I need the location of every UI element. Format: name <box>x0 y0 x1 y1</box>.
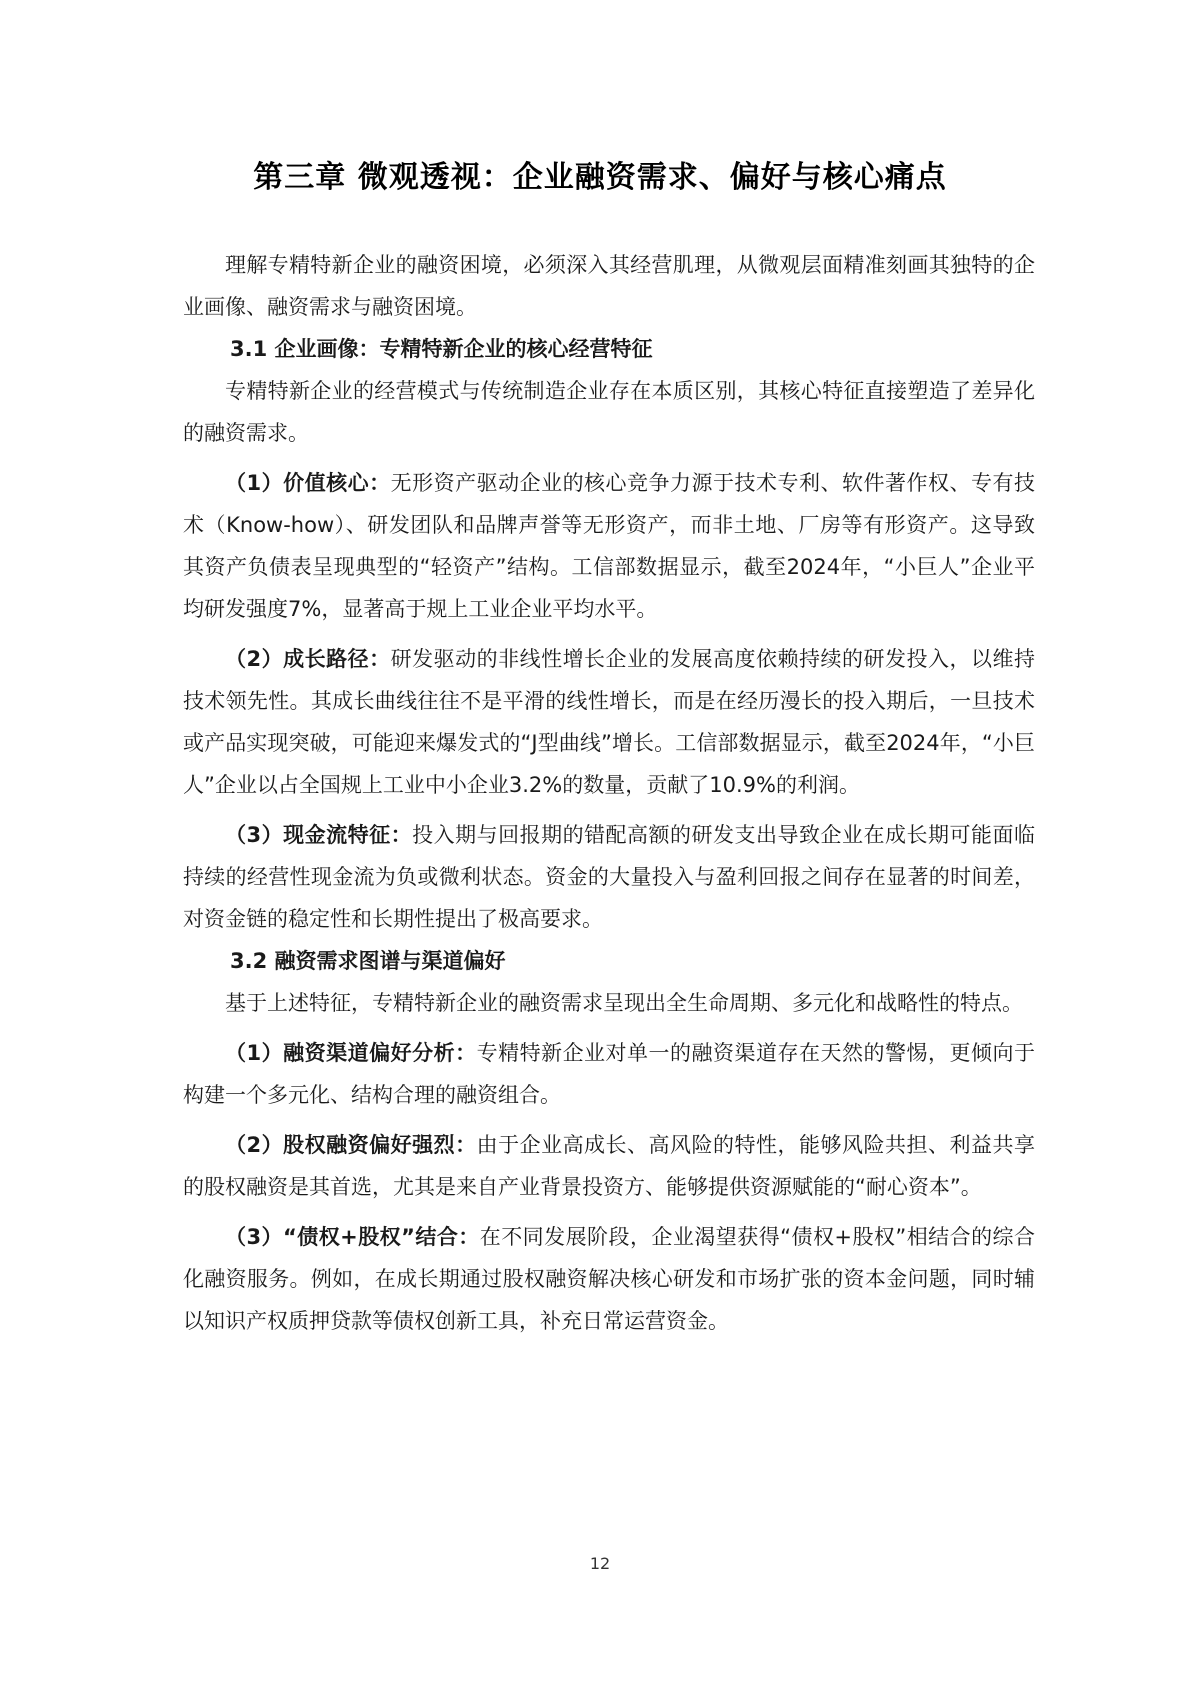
section-2-item-3 <box>183 1216 1035 1342</box>
item-text: 无形资产驱动企业的核心竞争力源于技术专利、软件著作权、专有技术（Know-how）、研发团队和品牌声誉等无形资产，而非土地、厂房等有形资产。这导致其资产负债表呈现典型的“轻资产”结构。工信部数据显示，截至2024年，“小巨人”企业平均研发强度7%，显著高于规上工业企业平均水平。 <box>183 471 1035 621</box>
item-lead: （2）股权融资偏好强烈： <box>225 1133 477 1157</box>
document-body <box>183 244 1035 1342</box>
chapter-title: 第三章 微观透视：企业融资需求、偏好与核心痛点 <box>253 160 947 195</box>
section-heading-3-2: 3.2 融资需求图谱与渠道偏好 <box>230 949 506 973</box>
item-text: 研发驱动的非线性增长企业的发展高度依赖持续的研发投入，以维持技术领先性。其成长曲线往往不是平滑的线性增长，而是在经历漫长的投入期后，一旦技术或产品实现突破，可能迎来爆发式的“J型曲线”增长。工信部数据显示，截至2024年，“小巨人”企业以占全国规上工业中小企业3.2%的数量，贡献了10.9%的利润。 <box>183 647 1035 797</box>
section-1-intro: 专精特新企业的经营模式与传统制造企业存在本质区别，其核心特征直接塑造了差异化的融资需求。 <box>183 379 1035 445</box>
item-lead: （1）价值核心： <box>225 471 391 495</box>
item-lead: （3）“债权+股权”结合： <box>225 1225 480 1249</box>
item-text: 投入期与回报期的错配高额的研发支出导致企业在成长期可能面临持续的经营性现金流为负或微利状态。资金的大量投入与盈利回报之间存在显著的时间差，对资金链的稳定性和长期性提出了极高要求。 <box>183 823 1035 931</box>
section-heading-3-1: 3.1 企业画像：专精特新企业的核心经营特征 <box>230 337 653 361</box>
item-text: 专精特新企业对单一的融资渠道存在天然的警惕，更倾向于构建一个多元化、结构合理的融资组合。 <box>183 1041 1035 1107</box>
item-lead: （1）融资渠道偏好分析： <box>225 1041 477 1065</box>
page-number: 12 <box>589 1554 611 1573</box>
section-1-item-3 <box>183 814 1035 940</box>
item-lead: （3）现金流特征： <box>225 823 413 847</box>
section-1-item-2 <box>183 638 1035 806</box>
section-2-item-2 <box>183 1124 1035 1208</box>
item-text: 由于企业高成长、高风险的特性，能够风险共担、利益共享的股权融资是其首选，尤其是来自产业背景投资方、能够提供资源赋能的“耐心资本”。 <box>183 1133 1035 1199</box>
section-1-item-1 <box>183 462 1035 630</box>
intro-paragraph: 理解专精特新企业的融资困境，必须深入其经营肌理，从微观层面精准刻画其独特的企业画像、融资需求与融资困境。 <box>183 253 1035 319</box>
section-2-intro: 基于上述特征，专精特新企业的融资需求呈现出全生命周期、多元化和战略性的特点。 <box>225 991 1023 1015</box>
item-text: 在不同发展阶段，企业渴望获得“债权+股权”相结合的综合化融资服务。例如，在成长期通过股权融资解决核心研发和市场扩张的资本金问题，同时辅以知识产权质押贷款等债权创新工具，补充日常运营资金。 <box>183 1225 1036 1333</box>
section-2-item-1 <box>183 1032 1035 1116</box>
item-lead: （2）成长路径： <box>225 647 391 671</box>
